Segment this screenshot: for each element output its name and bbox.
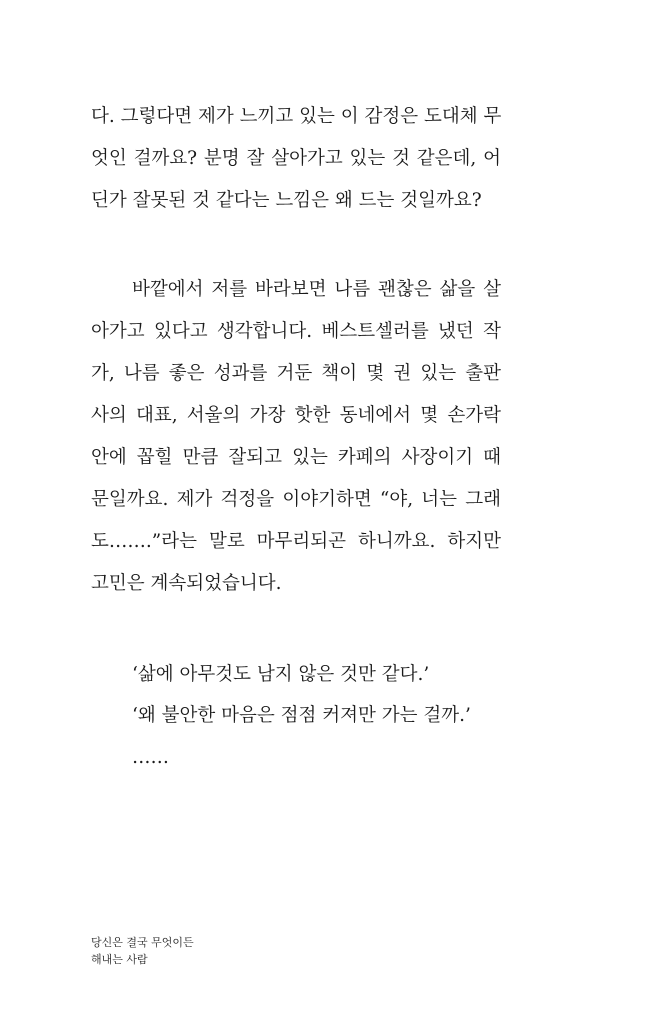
quote-line-2: ‘왜 불안한 마음은 점점 커져만 가는 걸까.’ bbox=[132, 705, 471, 726]
paragraph-2-line-3: 가, 나름 좋은 성과를 거둔 책이 몇 권 있는 출판 bbox=[91, 363, 501, 384]
paragraph-2-line-8: 고민은 계속되었습니다. bbox=[91, 573, 282, 594]
quote-line-1: ‘삶에 아무것도 남지 않은 것만 같다.’ bbox=[132, 664, 430, 685]
paragraph-1-line-3: 딘가 잘못된 것 같다는 느낌은 왜 드는 것일까요? bbox=[91, 190, 482, 211]
running-footer-title-line-2: 해내는 사람 bbox=[91, 953, 148, 966]
paragraph-2-line-6: 문일까요. 제가 걱정을 이야기하면 “야, 너는 그래 bbox=[91, 489, 501, 510]
paragraph-2-line-4: 사의 대표, 서울의 가장 핫한 동네에서 몇 손가락 bbox=[91, 405, 501, 426]
paragraph-2-line-2: 아가고 있다고 생각합니다. 베스트셀러를 냈던 작 bbox=[91, 321, 501, 342]
running-footer-title-line-1: 당신은 결국 무엇이든 bbox=[91, 936, 194, 949]
paragraph-2-line-5: 안에 꼽힐 만큼 잘되고 있는 카페의 사장이기 때 bbox=[91, 447, 501, 468]
quote-ellipsis: …… bbox=[132, 747, 169, 768]
paragraph-2-line-7: 도…….”라는 말로 마무리되곤 하니까요. 하지만 bbox=[91, 531, 501, 552]
paragraph-1-line-1: 다. 그렇다면 제가 느끼고 있는 이 감정은 도대체 무 bbox=[91, 106, 502, 127]
paragraph-2-line-1: 바깥에서 저를 바라보면 나름 괜찮은 삶을 살 bbox=[132, 279, 501, 300]
paragraph-1-line-2: 엇인 걸까요? 분명 잘 살아가고 있는 것 같은데, 어 bbox=[91, 148, 501, 169]
